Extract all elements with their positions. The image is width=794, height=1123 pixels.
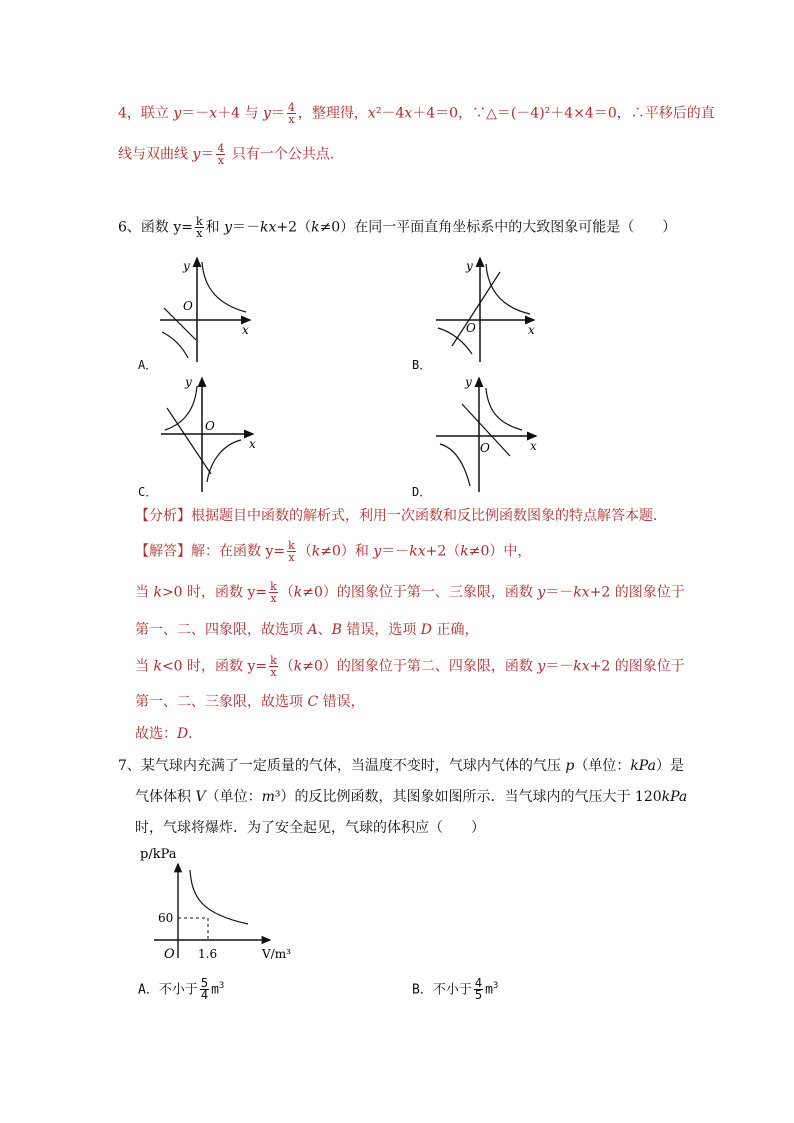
text: ＝－ (545, 584, 574, 601)
unit-kpa: kPa (661, 789, 688, 805)
option-d-label: D． (412, 485, 432, 499)
var-k: k (311, 219, 320, 236)
frac-den: 4 (200, 988, 209, 1003)
origin-label: O (183, 299, 193, 313)
text: （ (297, 543, 312, 560)
frac-num: k (288, 539, 295, 552)
axis-label-x: x (530, 439, 537, 453)
var-x: x (404, 105, 413, 122)
fraction (216, 143, 225, 166)
text: ≠0）中， (468, 543, 532, 560)
text: 6、函数 y= (118, 219, 193, 236)
origin-label: O (205, 419, 215, 433)
var-kx: kx (409, 543, 426, 560)
frac-num: k (270, 580, 277, 593)
hyperbola-q2 (165, 386, 197, 430)
hyperbola (190, 870, 248, 924)
option-ref: D (420, 622, 433, 638)
origin-label: O (164, 947, 175, 962)
var-p: p (565, 758, 575, 774)
text: 4，联立 (118, 105, 174, 122)
q7-line-3: 时，气球将爆炸．为了安全起见，气球的体积应（ ） (135, 820, 485, 836)
var-k: k (153, 584, 162, 601)
fraction (269, 655, 278, 678)
text: 当 (135, 584, 154, 601)
fraction (195, 216, 204, 239)
option-ref: B (331, 622, 342, 638)
frac-den: x (270, 592, 277, 605)
text: （单位： (205, 789, 262, 805)
q6-case1-line-2 (135, 620, 478, 640)
text: 线与双曲线 (118, 146, 193, 163)
text: 和 (205, 219, 225, 236)
y-axis-label: p/kPa (140, 847, 177, 862)
text: B．不小于 (412, 982, 472, 998)
text: >0 时，函数 y= (161, 584, 268, 601)
hyperbola-q1 (486, 388, 522, 430)
fraction (474, 978, 483, 1001)
text: ＝ (270, 105, 285, 122)
line (452, 272, 500, 346)
option-ref: C (307, 694, 319, 710)
q6-choice (135, 724, 202, 744)
prev-solution-line-2 (118, 143, 344, 166)
axis-label-y: y (183, 259, 190, 273)
text: ≠0）和 (320, 543, 374, 560)
var-y: y (263, 105, 271, 122)
frac-num: k (196, 215, 203, 228)
text: +2（ (276, 219, 312, 236)
x-tick-label: 1.6 (198, 947, 218, 961)
text: （ (279, 584, 294, 601)
frac-num: 5 (200, 976, 209, 991)
var-y: y (173, 105, 182, 122)
text: A．不小于 (138, 982, 198, 998)
text: 错误， (318, 694, 365, 710)
text: 故选： (135, 726, 177, 742)
var-y: y (224, 219, 233, 236)
q7-graph (130, 840, 310, 970)
fraction (287, 540, 296, 563)
q6-answer-line-1 (135, 540, 531, 563)
text: 第一、二、四象限，故选项 (135, 622, 308, 638)
option-a-label: A． (138, 358, 158, 372)
text: +2（ (425, 543, 461, 560)
var-kx: kx (260, 219, 277, 236)
y-tick-label: 60 (158, 911, 174, 925)
text: <0 时，函数 y= (161, 658, 268, 675)
analysis-text: 根据题目中函数的解析式，利用一次函数和反比例函数图象的特点解答本题． (191, 508, 667, 524)
axis-label-y: y (185, 375, 192, 389)
fraction (287, 102, 296, 125)
q6-stem (118, 216, 676, 239)
text: ≠0）的图象位于第一、三象限，函数 (302, 584, 538, 601)
axis-label-x: x (242, 323, 249, 337)
var-k: k (460, 543, 469, 560)
line (167, 408, 211, 474)
var-y: y (373, 543, 382, 560)
text: 正确， (432, 622, 479, 638)
option-ref: A (307, 622, 318, 638)
hyperbola-q3 (440, 444, 470, 486)
origin-label: O (466, 321, 476, 335)
prev-solution-line-1 (118, 102, 715, 125)
hyperbola-q3 (162, 332, 188, 358)
graph-option-c (155, 372, 270, 497)
frac-den: x (288, 113, 295, 126)
var-y: y (537, 584, 546, 601)
option-b-label: B． (412, 358, 432, 372)
text: 解：在函数 y= (191, 543, 286, 560)
q6-case2-line-1 (135, 655, 685, 678)
analysis-tag: 【分析】 (135, 508, 191, 524)
frac-den: 5 (474, 988, 483, 1003)
text: ＝－ (545, 658, 574, 675)
hyperbola-q4 (207, 440, 241, 482)
frac-num: k (270, 654, 277, 667)
var-y: y (192, 146, 201, 163)
text: ，整理得， (297, 105, 368, 122)
axis-label-x: x (528, 323, 535, 337)
graph-option-b (430, 250, 545, 370)
frac-num: 4 (217, 142, 225, 155)
q6-analysis (135, 506, 667, 526)
text: ＝ (200, 146, 215, 163)
var-k: k (293, 658, 303, 675)
text: +2 的图象位于 (589, 584, 685, 601)
var-v: V (195, 789, 206, 805)
frac-num: 4 (287, 101, 295, 114)
text: ²－4 (375, 105, 405, 122)
answer-tag: 【解答】 (135, 543, 191, 560)
text: ＝－ (181, 105, 210, 122)
frac-den: x (288, 551, 295, 564)
graph-option-d (432, 372, 547, 497)
text: （ (279, 658, 294, 675)
option-ref: D (177, 726, 189, 742)
axis-label-x: x (249, 437, 256, 451)
option-c-label: C． (138, 485, 158, 499)
q6-case1-line-1 (135, 581, 685, 604)
q7-option-b (412, 976, 498, 1001)
var-x: x (367, 105, 376, 122)
var-y: y (537, 658, 546, 675)
hyperbola-q1 (202, 262, 246, 312)
text: 第一、二、三象限，故选项 (135, 694, 308, 710)
text: ³）的反比例函数，其图象如图所示．当气球内的气压大于 120 (274, 789, 662, 805)
q7-line-2 (135, 787, 687, 807)
var-k: k (293, 584, 303, 601)
text: ＋4 与 (217, 105, 263, 122)
text: ≠0）的图象位于第二、四象限，函数 (302, 658, 538, 675)
hyperbola-q1 (486, 264, 530, 314)
graph-option-a (150, 250, 260, 370)
axis-label-y: y (466, 259, 473, 273)
var-k: k (153, 658, 162, 675)
text: ＝－ (232, 219, 261, 236)
text: 7、某气球内充满了一定质量的气体，当温度不变时，气球内气体的气压 (118, 758, 566, 774)
var-x: x (209, 105, 218, 122)
var-kx: kx (573, 658, 590, 675)
text: +2 的图象位于 (589, 658, 685, 675)
exponent: 3 (218, 981, 225, 991)
x-axis-label: V/m³ (262, 947, 291, 961)
exponent: 3 (492, 981, 499, 991)
unit-kpa: kPa (630, 758, 656, 774)
q7-option-a (138, 976, 224, 1001)
q6-case2-line-2 (135, 692, 365, 712)
frac-den: x (196, 227, 203, 240)
text: ． (188, 726, 203, 742)
text: 当 (135, 658, 154, 675)
q7-line-1 (118, 756, 684, 776)
text: ＋4＝0，∵△＝(－4)²＋4×4＝0，∴平移后的直 (412, 105, 715, 122)
text: 、 (317, 622, 332, 638)
var-kx: kx (573, 584, 590, 601)
unit-m: m (261, 789, 275, 805)
text: ＝－ (381, 543, 410, 560)
fraction (200, 978, 209, 1001)
text: ）是 (655, 758, 684, 774)
frac-den: x (270, 666, 277, 679)
unit: m (211, 982, 219, 998)
origin-label: O (480, 441, 490, 455)
unit: m (485, 982, 493, 998)
frac-num: 4 (474, 976, 483, 991)
axis-label-y: y (465, 375, 472, 389)
text: （单位： (574, 758, 631, 774)
text: 气体体积 (135, 789, 196, 805)
var-k: k (311, 543, 321, 560)
text: ≠0）在同一平面直角坐标系中的大致图象可能是（ ） (319, 219, 677, 236)
text: 错误，选项 (341, 622, 421, 638)
text: 只有一个公共点． (227, 146, 344, 163)
fraction (269, 581, 278, 604)
frac-den: x (217, 154, 224, 167)
